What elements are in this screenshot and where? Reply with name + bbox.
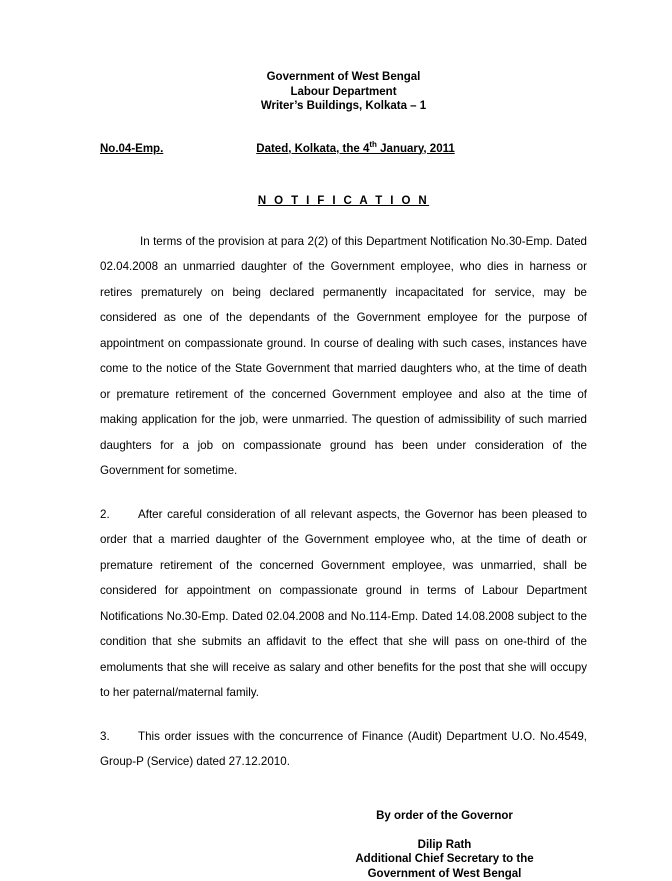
notification-heading (100, 195, 587, 207)
signatory-details (302, 838, 587, 881)
paragraph-3-text: This order issues with the concurrence of Finance (Audit) Department U.O. No.4549, Group-P (Service) dated 27.12.2010. (100, 730, 587, 769)
signatory-name: Dilip Rath (302, 838, 587, 853)
memo-number: No.04-Emp. (100, 143, 163, 155)
paragraph-2 (100, 502, 587, 706)
signatory-designation-line-1: Additional Chief Secretary to the (302, 852, 587, 867)
paragraph-1 (100, 229, 587, 484)
document-body (100, 229, 587, 775)
signature-block (100, 809, 587, 881)
memo-date-ordinal-suffix: th (369, 140, 377, 149)
document-content (100, 0, 587, 881)
letterhead-address-line: Writer’s Buildings, Kolkata – 1 (100, 99, 587, 114)
paragraph-2-number: 2. (100, 502, 138, 528)
memo-date-suffix: January, 2011 (377, 143, 455, 155)
memo-date-prefix: Dated, Kolkata, the 4 (256, 143, 369, 155)
signature-by-order: By order of the Governor (302, 809, 587, 824)
memo-date (256, 143, 454, 155)
reference-row (100, 143, 587, 155)
paragraph-3 (100, 724, 587, 775)
paragraph-3-number: 3. (100, 724, 138, 750)
paragraph-1-text: In terms of the provision at para 2(2) of this Department Notification No.30-Emp. Dated 02.04.2008 an unmarried daughter of the Government employee, who dies in harness or retires prematurely on being declared permanently incapacitated for service, may be considered as one of the dependants of the Government employee for the purpose of appointment on compassionate ground. In course of dealing with such cases, instances have come to the notice of the State Government that married daughters who, at the time of death or premature retirement of the concerned Government employee and also at the time of making application for the job, were unmarried. The question of admissibility of such married daughters for a job on compassionate ground has been under consideration of the Government for sometime. (100, 235, 587, 478)
letterhead-department-line: Labour Department (100, 85, 587, 100)
paragraph-2-text: After careful consideration of all relevant aspects, the Governor has been pleased to order that a married daughter of the Government employee who, at the time of death or premature retirement of the concerned Government employee, was unmarried, shall be considered for appointment on compassionate ground in terms of Labour Department Notifications No.30-Emp. Dated 02.04.2008 and No.114-Emp. Dated 14.08.2008 subject to the condition that she submits an affidavit to the effect that she will pass on one-third of the emoluments that she will receive as salary and other benefits for the post that she will occupy to her paternal/maternal family. (100, 508, 587, 700)
letterhead-government-line: Government of West Bengal (100, 70, 587, 85)
letterhead (100, 70, 587, 114)
signature-inner (302, 809, 587, 881)
signatory-designation-line-2: Government of West Bengal (302, 867, 587, 881)
notification-heading-text: N O T I F I C A T I O N (258, 195, 429, 208)
